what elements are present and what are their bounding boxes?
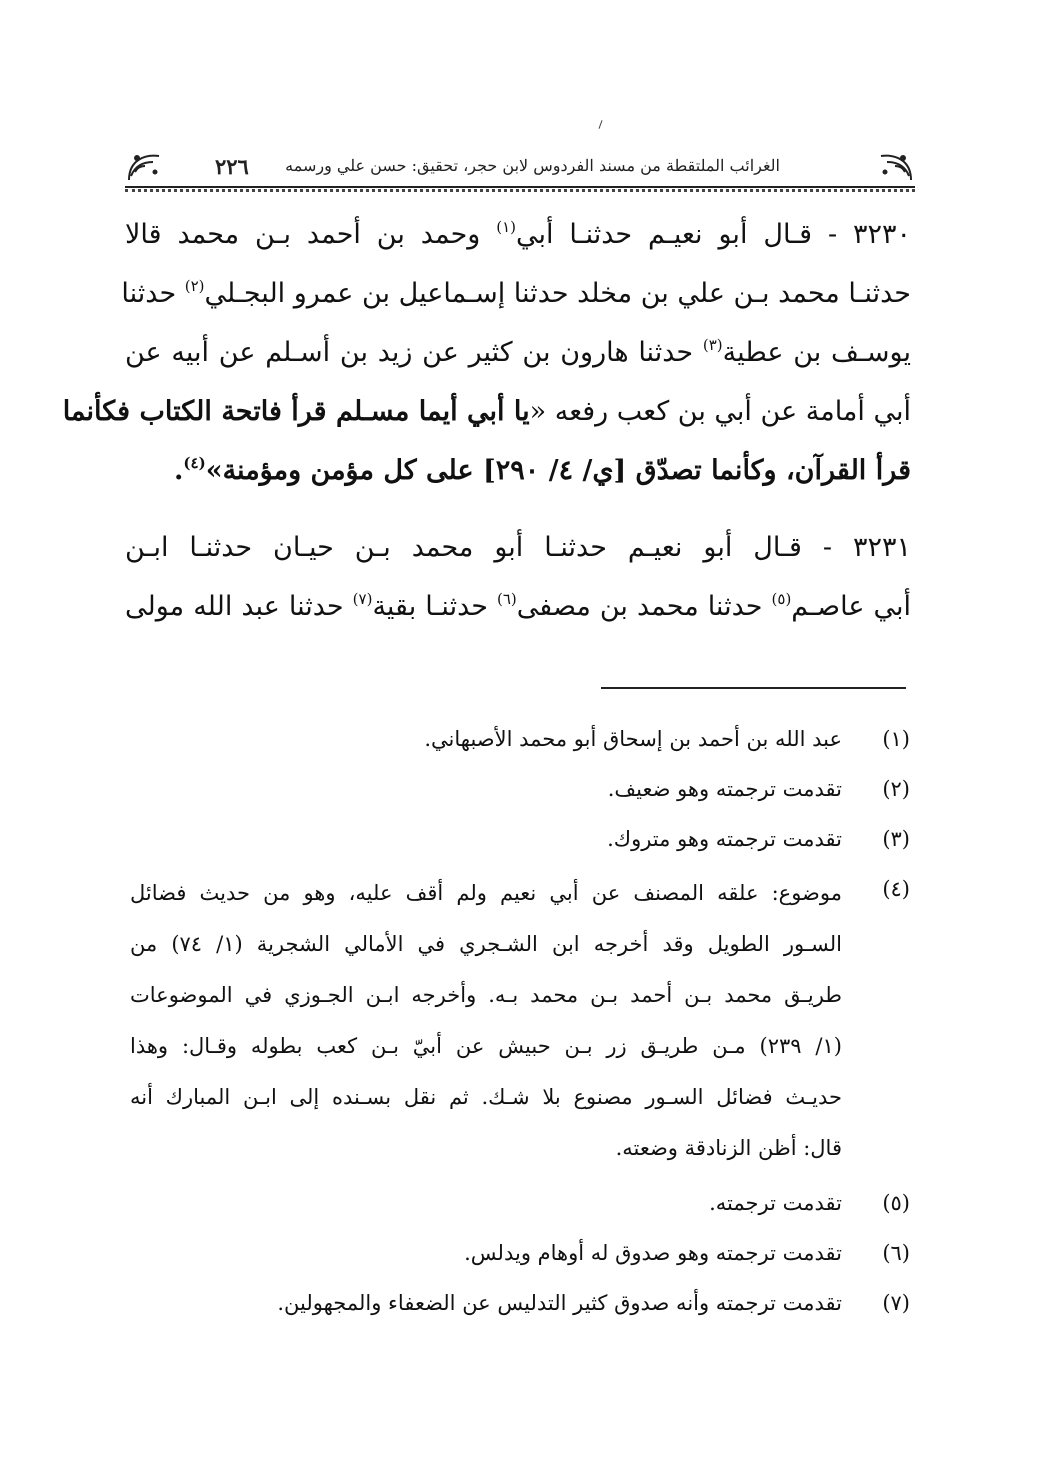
footnote-ref[interactable]: (٣) xyxy=(702,336,723,354)
footnote-text: عبد الله بن أحمد بن إسحاق أبو محمد الأصبهاني. xyxy=(424,727,842,751)
footnote-ref[interactable]: (٧) xyxy=(352,590,373,608)
footnote-ref[interactable]: (١) xyxy=(496,218,516,236)
footnote-item xyxy=(130,868,910,1174)
footnote-text xyxy=(130,868,842,1174)
stray-mark xyxy=(598,120,602,129)
text-line: ٣٢٣١ - قـال أبو نعيـم حدثنـا أبو محمد بـن حيـان حدثنـا ابـن xyxy=(125,532,911,563)
footnote-line: قال: أظن الزنادقة وضعته. xyxy=(615,1136,842,1160)
footnote-text: تقدمت ترجمته. xyxy=(709,1191,842,1215)
running-title: الغرائب الملتقطة من مسند الفردوس لابن حجر، تحقيق: حسن علي ورسمه xyxy=(285,156,780,175)
footnote-separator xyxy=(601,687,906,689)
text-line: حدثنـا محمد بـن علي بن مخلد حدثنا إسـماعيل بن عمرو البجـلي$^{(٢)}$ حدثنا xyxy=(121,277,911,309)
footnote-number: (٤) xyxy=(882,877,910,901)
header-dotted-rule xyxy=(125,189,915,192)
footnote-item xyxy=(130,1282,910,1324)
footnote-ref[interactable]: (٥) xyxy=(771,590,792,608)
footnote-text: تقدمت ترجمته وهو متروك. xyxy=(607,827,842,851)
running-header xyxy=(125,150,915,190)
footnote-number: (٥) xyxy=(882,1191,910,1215)
footnote-item xyxy=(130,768,910,810)
hadith-3231 xyxy=(125,518,911,636)
footnote-ref[interactable]: (٢) xyxy=(184,277,205,295)
text-line: قرأ القرآن، وكأنما تصدّق [ي/ ٤/ ٢٩٠] على كل مؤمن ومؤمنة»$^{(٤)}$. xyxy=(174,454,911,486)
footnotes xyxy=(130,718,910,1332)
text-line: أبي عاصـم$^{(٥)}$ حدثنا محمد بن مصفى$^{(٦)}$ حدثنـا بقية$^{(٧)}$ حدثنا عبد الله مولى xyxy=(125,590,912,622)
footnote-line: السـور الطويل وقد أخرجه ابن الشـجري في الأمالي الشجرية (١/ ٧٤) من xyxy=(130,932,842,956)
footnote-text: تقدمت ترجمته وأنه صدوق كثير التدليس عن الضعفاء والمجهولين. xyxy=(277,1291,842,1315)
footnote-item xyxy=(130,1182,910,1224)
footnote-item xyxy=(130,818,910,860)
footnote-line: موضوع: علقه المصنف عن أبي نعيم ولم أقف عليه، وهو من حديث فضائل xyxy=(130,881,842,905)
ornament-icon xyxy=(125,150,165,184)
page-number: ٢٢٦ xyxy=(215,154,249,179)
hadith-3230 xyxy=(62,205,911,500)
footnote-line: (١/ ٢٣٩) مـن طريـق زر بـن حبيش عن أبيّ بـن كعب بطوله وقـال: وهذا xyxy=(130,1034,842,1058)
header-rule xyxy=(125,186,915,188)
footnote-number: (٧) xyxy=(882,1291,910,1315)
footnote-ref[interactable]: (٦) xyxy=(497,590,517,608)
footnote-line: طريـق محمد بـن أحمد بـن محمد بـه. وأخرجه ابـن الجـوزي في الموضوعات xyxy=(130,983,842,1007)
text-line: أبي أمامة عن أبي بن كعب رفعه «يا أبي أيما مسـلم قرأ فاتحة الكتاب فكأنما xyxy=(62,396,911,427)
text-line: ٣٢٣٠ - قـال أبو نعيـم حدثنـا أبي$^{(١)}$ وحمد بن أحمد بـن محمد قالا xyxy=(125,218,911,250)
hadith-matn: يا أبي أيما مسـلم قرأ فاتحة الكتاب فكأنما xyxy=(62,396,530,427)
ornament-icon xyxy=(875,150,915,184)
footnote-text: تقدمت ترجمته وهو صدوق له أوهام ويدلس. xyxy=(464,1241,842,1265)
text-line: يوسـف بن عطية$^{(٣)}$ حدثنا هارون بن كثير عن زيد بن أسـلم عن أبيه عن xyxy=(125,336,911,368)
footnote-number: (٣) xyxy=(882,827,910,851)
footnote-item xyxy=(130,1232,910,1274)
footnote-number: (٦) xyxy=(882,1241,910,1265)
footnote-ref[interactable]: (٤) xyxy=(183,454,206,472)
footnote-text: تقدمت ترجمته وهو ضعيف. xyxy=(607,777,842,801)
footnote-item xyxy=(130,718,910,760)
main-text xyxy=(62,205,912,636)
footnote-number: (٢) xyxy=(882,777,910,801)
footnote-line: حديـث فضائل السـور مصنوع بلا شـك. ثم نقل بسـنده إلى ابـن المبارك أنه xyxy=(130,1085,842,1109)
footnote-number: (١) xyxy=(882,727,910,751)
